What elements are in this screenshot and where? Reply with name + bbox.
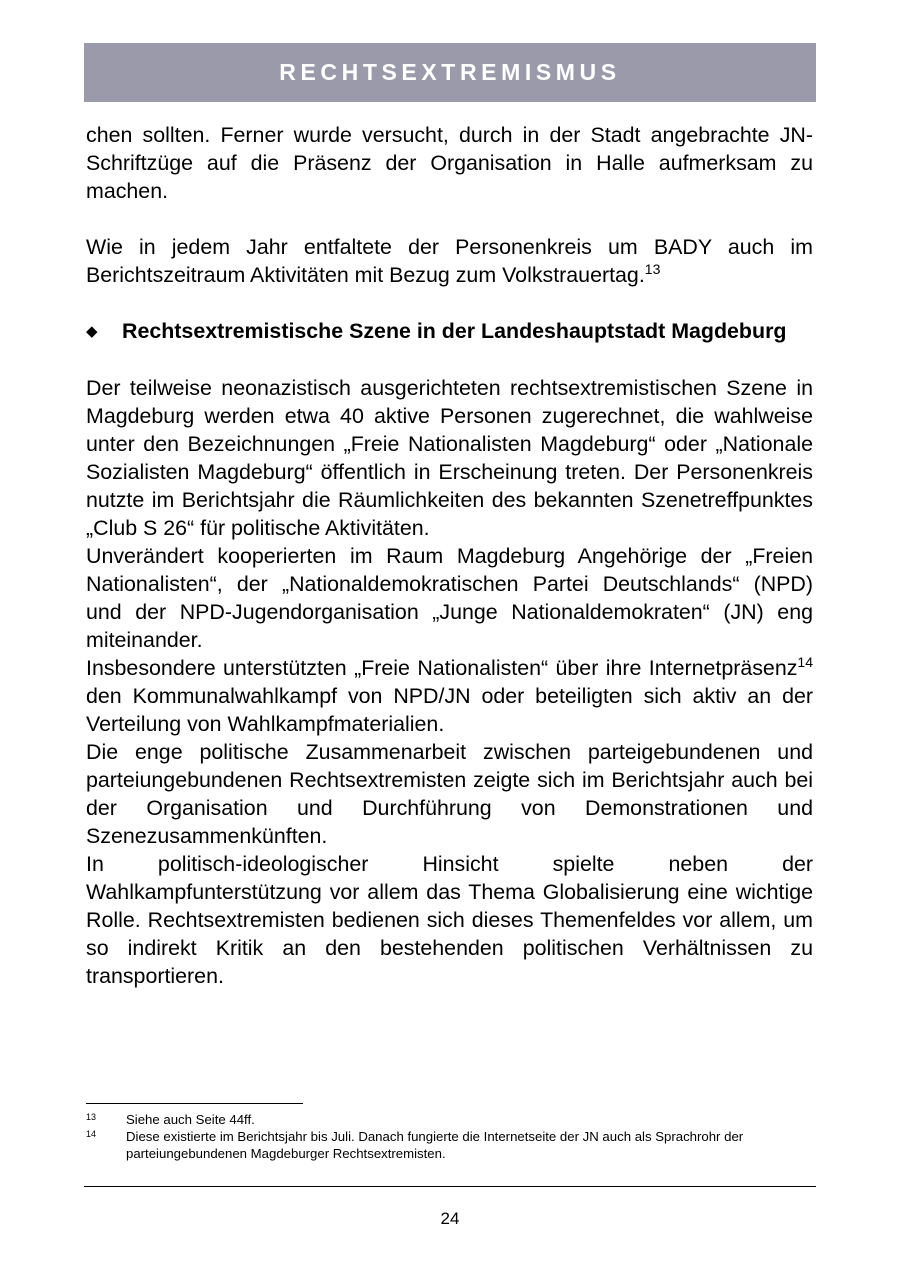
footnotes — [86, 1111, 816, 1162]
paragraph-scene-overview: Der teilweise neonazistisch ausgerichteten rechtsextremistischen Szene in Magdeburg werden etwa 40 aktive Personen zugerechnet, die wahlweise unter den Bezeichnungen „Freie Nationalisten Magdeburg“ oder „Nationale Sozialisten Magdeburg“ öffentlich in Erscheinung treten. Der Personenkreis nutzte im Berichtsjahr die Räumlichkeiten des bekannten Szenetreffpunktes „Club S 26“ für politische Aktivitäten. — [86, 376, 813, 540]
paragraph-continuation: chen sollten. Ferner wurde versucht, durch in der Stadt angebrachte JN-Schriftzüge auf die Präsenz der Organisation in Halle aufmerksam zu machen. — [86, 123, 813, 203]
footnote-text: Diese existierte im Berichtsjahr bis Juli. Danach fungierte die Internetseite der JN auch als Sprachrohr der parteiungebundenen Magdeburger Rechtsextremisten. — [126, 1129, 744, 1161]
footnote-text: Siehe auch Seite 44ff. — [126, 1112, 255, 1127]
paragraph-text: Insbesondere unterstützten „Freie Nationalisten“ über ihre Internetpräsenz — [86, 656, 798, 680]
paragraph-ideology: In politisch-ideologischer Hinsicht spielte neben der Wahlkampfunterstützung vor allem das Thema Globalisierung eine wichtige Rolle. Rechtsextremisten bedienen sich dieses Themenfeldes vor allem, um so indirekt Kritik an den bestehenden politischen Verhältnissen zu transportieren. — [86, 852, 813, 988]
footnote-ref-13[interactable]: 13 — [644, 260, 661, 277]
paragraph-text: Wie in jedem Jahr entfaltete der Personenkreis um BADY auch im Berichtszeitraum Aktivitäten mit Bezug zum Volkstrauertag. — [86, 235, 813, 287]
footnote-number: 13 — [86, 1112, 97, 1122]
diamond-bullet-icon: ◆ — [86, 323, 98, 340]
paragraph-internet-presence — [86, 654, 813, 738]
section-heading — [86, 317, 813, 346]
section-heading-text: Rechtsextremistische Szene in der Landeshauptstadt Magdeburg — [122, 319, 787, 343]
paragraph-text: den Kommunalwahlkampf von NPD/JN oder beteiligten sich aktiv an der Verteilung von Wahlkampfmaterialien. — [86, 684, 813, 736]
page-content — [86, 121, 813, 990]
footnote-number: 14 — [86, 1129, 97, 1139]
footnote-14 — [86, 1128, 816, 1162]
section-header-band — [84, 43, 816, 102]
footnote-ref-14[interactable]: 14 — [797, 653, 813, 670]
footer-rule — [84, 1186, 816, 1187]
section-title: RECHTSEXTREMISMUS — [279, 59, 621, 85]
footnote-13 — [86, 1111, 816, 1128]
paragraph-collaboration: Die enge politische Zusammenarbeit zwischen parteigebundenen und parteiungebundenen Rechtsextremisten zeigte sich im Berichtsjahr auch bei der Organisation und Durchführung von Demonstrationen und Szenezusammenkünften. — [86, 740, 813, 848]
paragraph-cooperation: Unverändert kooperierten im Raum Magdeburg Angehörige der „Freien Nationalisten“, der „Nationaldemokratischen Partei Deutschlands“ (NPD) und der NPD-Jugendorganisation „Junge Nationaldemokraten“ (JN) eng miteinander. — [86, 544, 813, 652]
footnote-separator — [86, 1103, 303, 1104]
page-number: 24 — [440, 1209, 460, 1228]
paragraph-volkstrauertag — [86, 233, 813, 289]
